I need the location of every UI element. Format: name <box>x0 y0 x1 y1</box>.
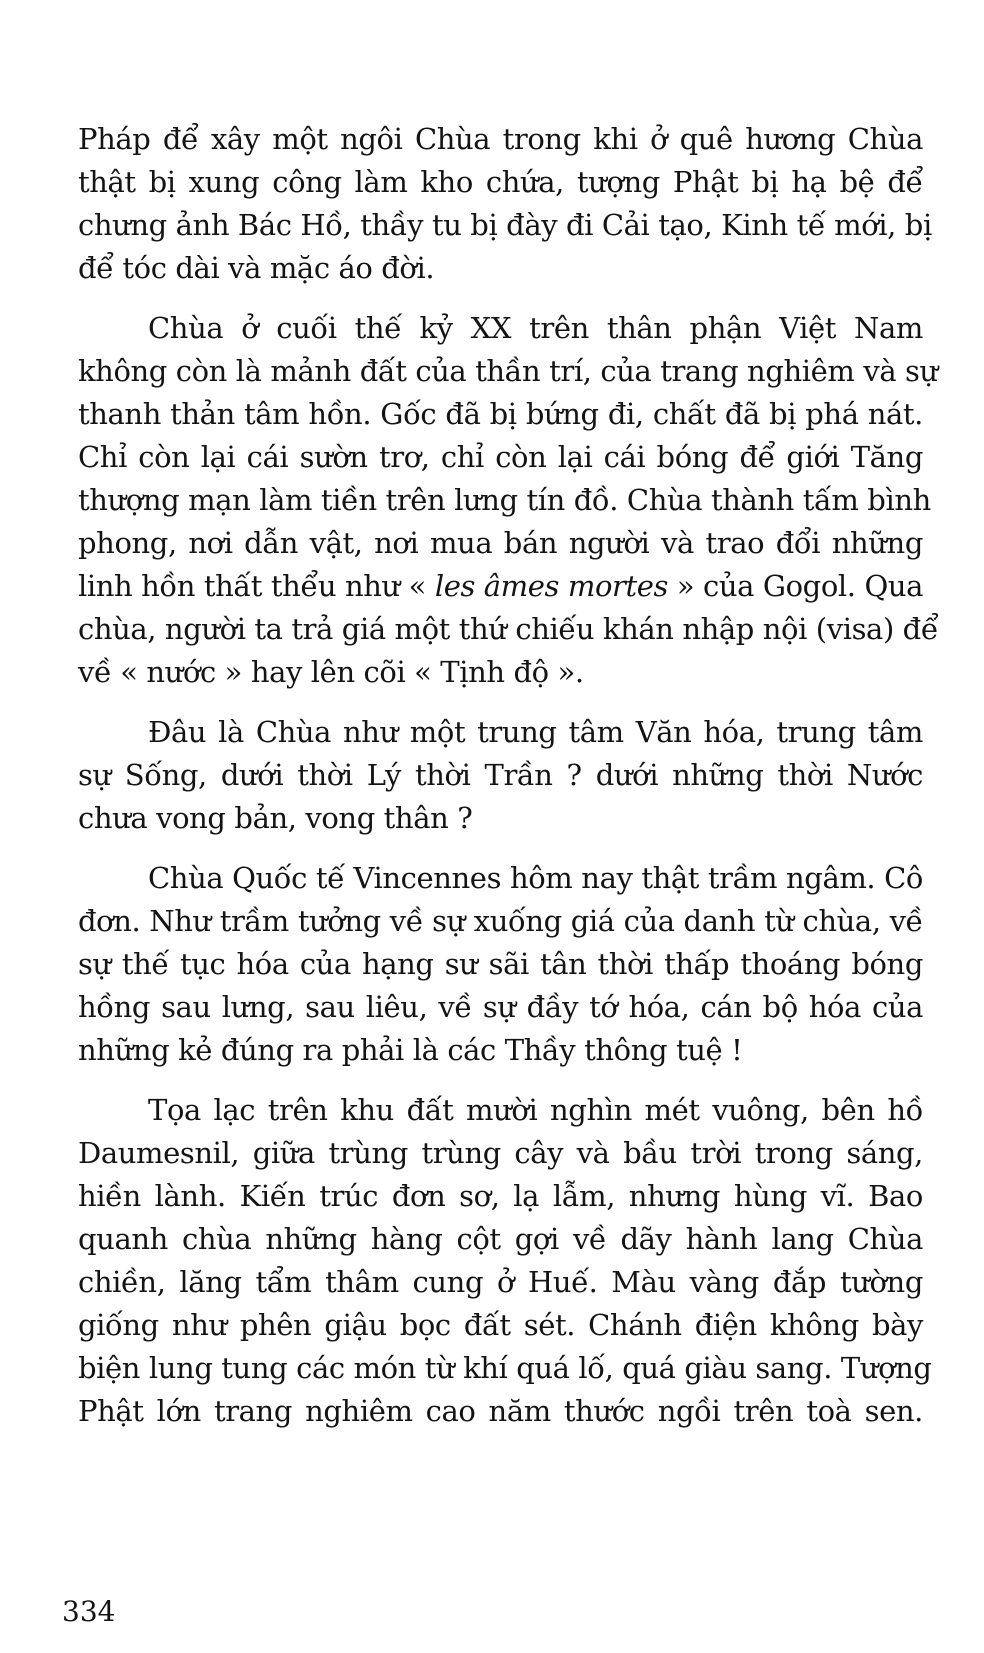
text-line: những kẻ đúng ra phải là các Thầy thông tuệ ! <box>78 1033 743 1067</box>
text-line: biện lung tung các món từ khí quá lố, quá giàu sang. Tượng <box>78 1351 932 1385</box>
text-line: Daumesnil, giữa trùng trùng cây và bầu trời trong sáng, <box>78 1136 923 1170</box>
text-line: thượng mạn làm tiền trên lưng tín đồ. Chùa thành tấm bình <box>78 483 931 517</box>
italic-title: les âmes mortes <box>434 569 668 603</box>
text-line: hồng sau lưng, sau liêu, về sự đầy tớ hóa, cán bộ hóa của <box>78 990 923 1024</box>
text-line: đơn. Như trầm tưởng về sự xuống giá của danh từ chùa, về <box>78 904 923 938</box>
text-fragment: linh hồn thất thểu như « <box>78 569 435 603</box>
page-number: 334 <box>62 1595 116 1628</box>
body-text <box>78 118 939 1433</box>
text-line: chùa, người ta trả giá một thứ chiếu khán nhập nội (visa) để <box>78 612 939 646</box>
text-line: chiền, lăng tẩm thâm cung ở Huế. Màu vàng đắp tường <box>78 1265 923 1299</box>
text-line: chưng ảnh Bác Hồ, thầy tu bị đày đi Cải tạo, Kinh tế mới, bị <box>78 208 932 242</box>
text-line: giống như phên giậu bọc đất sét. Chánh điện không bày <box>78 1308 923 1342</box>
text-line: Phật lớn trang nghiêm cao năm thước ngồi trên toà sen. <box>78 1394 923 1428</box>
paragraph-1 <box>78 118 932 290</box>
text-line: không còn là mảnh đất của thần trí, của trang nghiêm và sự <box>78 354 938 388</box>
text-line: sự Sống, dưới thời Lý thời Trần ? dưới những thời Nước <box>78 758 923 792</box>
text-line: Chỉ còn lại cái sườn trơ, chỉ còn lại cái bóng để giới Tăng <box>78 440 923 474</box>
paragraph-5 <box>78 1089 932 1433</box>
paragraph-2 <box>78 307 939 694</box>
text-line: Đâu là Chùa như một trung tâm Văn hóa, trung tâm <box>148 715 923 749</box>
text-line: Tọa lạc trên khu đất mười nghìn mét vuông, bên hồ <box>148 1093 923 1127</box>
text-line: phong, nơi dẫn vật, nơi mua bán người và trao đổi những <box>78 526 923 560</box>
text-line: sự thế tục hóa của hạng sư sãi tân thời thấp thoáng bóng <box>78 947 923 981</box>
text-line: thanh thản tâm hồn. Gốc đã bị bứng đi, chất đã bị phá nát. <box>78 397 923 431</box>
paragraph-3 <box>78 711 923 840</box>
text-line: thật bị xung công làm kho chứa, tượng Phật bị hạ bệ để <box>78 165 923 199</box>
text-line: Chùa ở cuối thế kỷ XX trên thân phận Việt Nam <box>148 311 923 345</box>
text-line-with-italic <box>78 565 923 608</box>
text-line: chưa vong bản, vong thân ? <box>78 801 473 835</box>
text-line: để tóc dài và mặc áo đời. <box>78 251 435 285</box>
text-fragment: » của Gogol. Qua <box>667 569 923 603</box>
text-line: Pháp để xây một ngôi Chùa trong khi ở quê hương Chùa <box>78 122 923 156</box>
text-line: quanh chùa những hàng cột gợi về dãy hành lang Chùa <box>78 1222 923 1256</box>
paragraph-4 <box>78 857 923 1072</box>
text-line: Chùa Quốc tế Vincennes hôm nay thật trầm ngâm. Cô <box>148 861 923 895</box>
text-line: về « nước » hay lên cõi « Tịnh độ ». <box>78 655 584 689</box>
text-line: hiền lành. Kiến trúc đơn sơ, lạ lẫm, nhưng hùng vĩ. Bao <box>78 1179 923 1213</box>
